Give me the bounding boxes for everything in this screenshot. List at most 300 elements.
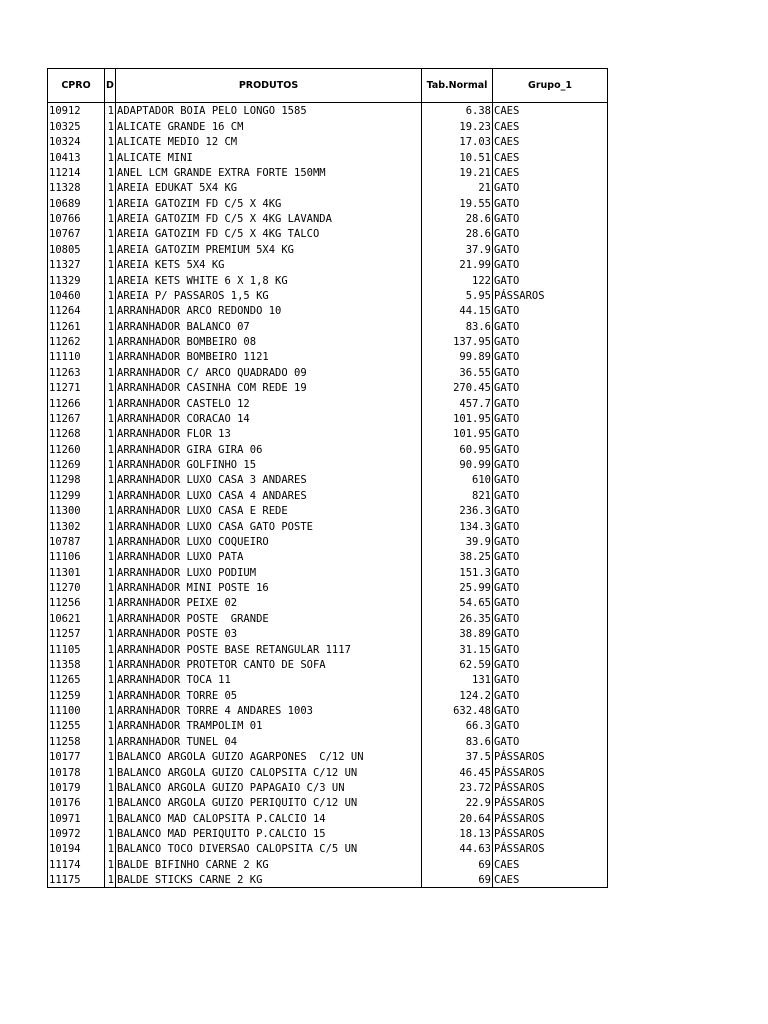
table-row — [48, 549, 608, 564]
cell-grupo: GATO — [493, 487, 608, 502]
cell-grupo: CAES — [493, 872, 608, 888]
cell-produto: AREIA GATOZIM FD C/5 X 4KG — [116, 195, 422, 210]
cell-d: 1 — [105, 272, 116, 287]
cell-produto: ARRANHADOR TUNEL 04 — [116, 733, 422, 748]
cell-cpro: 11268 — [48, 426, 105, 441]
cell-cpro: 11300 — [48, 503, 105, 518]
table-row — [48, 303, 608, 318]
product-price-table — [47, 68, 608, 888]
cell-tab-normal: 137.95 — [422, 334, 493, 349]
header-grupo: Grupo_1 — [493, 69, 608, 103]
table-row — [48, 165, 608, 180]
cell-cpro: 10787 — [48, 534, 105, 549]
table-row — [48, 149, 608, 164]
cell-tab-normal: 101.95 — [422, 426, 493, 441]
cell-produto: ARRANHADOR GOLFINHO 15 — [116, 457, 422, 472]
cell-cpro: 10460 — [48, 288, 105, 303]
cell-tab-normal: 122 — [422, 272, 493, 287]
cell-tab-normal: 39.9 — [422, 534, 493, 549]
cell-grupo: GATO — [493, 395, 608, 410]
cell-tab-normal: 28.6 — [422, 226, 493, 241]
cell-produto: ARRANHADOR LUXO CASA E REDE — [116, 503, 422, 518]
cell-cpro: 10689 — [48, 195, 105, 210]
header-produtos: PRODUTOS — [116, 69, 422, 103]
cell-d: 1 — [105, 672, 116, 687]
cell-produto: BALANCO ARGOLA GUIZO AGARPONES C/12 UN — [116, 749, 422, 764]
cell-cpro: 11175 — [48, 872, 105, 888]
cell-produto: BALANCO ARGOLA GUIZO PAPAGAIO C/3 UN — [116, 780, 422, 795]
cell-tab-normal: 21 — [422, 180, 493, 195]
table-row — [48, 364, 608, 379]
cell-produto: AREIA GATOZIM PREMIUM 5X4 KG — [116, 241, 422, 256]
table-row — [48, 257, 608, 272]
table-row — [48, 103, 608, 119]
table-row — [48, 764, 608, 779]
cell-tab-normal: 83.6 — [422, 733, 493, 748]
cell-grupo: GATO — [493, 257, 608, 272]
cell-produto: ARRANHADOR LUXO PATA — [116, 549, 422, 564]
cell-produto: ALICATE MINI — [116, 149, 422, 164]
cell-grupo: GATO — [493, 211, 608, 226]
cell-tab-normal: 19.23 — [422, 118, 493, 133]
cell-cpro: 10413 — [48, 149, 105, 164]
cell-cpro: 10767 — [48, 226, 105, 241]
cell-tab-normal: 19.21 — [422, 165, 493, 180]
table-row — [48, 180, 608, 195]
cell-d: 1 — [105, 595, 116, 610]
cell-d: 1 — [105, 457, 116, 472]
cell-produto: ARRANHADOR TRAMPOLIM 01 — [116, 718, 422, 733]
cell-grupo: GATO — [493, 411, 608, 426]
cell-grupo: PÁSSAROS — [493, 780, 608, 795]
cell-tab-normal: 66.3 — [422, 718, 493, 733]
cell-cpro: 11174 — [48, 856, 105, 871]
cell-tab-normal: 124.2 — [422, 687, 493, 702]
cell-cpro: 11299 — [48, 487, 105, 502]
table-row — [48, 349, 608, 364]
cell-d: 1 — [105, 195, 116, 210]
cell-tab-normal: 90.99 — [422, 457, 493, 472]
cell-tab-normal: 37.9 — [422, 241, 493, 256]
cell-d: 1 — [105, 149, 116, 164]
cell-grupo: GATO — [493, 195, 608, 210]
cell-produto: ANEL LCM GRANDE EXTRA FORTE 150MM — [116, 165, 422, 180]
cell-produto: ARRANHADOR ARCO REDONDO 10 — [116, 303, 422, 318]
cell-cpro: 11265 — [48, 672, 105, 687]
cell-d: 1 — [105, 687, 116, 702]
cell-d: 1 — [105, 472, 116, 487]
cell-cpro: 10178 — [48, 764, 105, 779]
table-row — [48, 841, 608, 856]
cell-d: 1 — [105, 810, 116, 825]
cell-produto: BALANCO TOCO DIVERSAO CALOPSITA C/5 UN — [116, 841, 422, 856]
cell-produto: ARRANHADOR MINI POSTE 16 — [116, 580, 422, 595]
cell-tab-normal: 83.6 — [422, 318, 493, 333]
cell-tab-normal: 6.38 — [422, 103, 493, 119]
cell-d: 1 — [105, 826, 116, 841]
cell-grupo: GATO — [493, 503, 608, 518]
header-cpro: CPRO — [48, 69, 105, 103]
cell-produto: BALDE STICKS CARNE 2 KG — [116, 872, 422, 888]
cell-grupo: GATO — [493, 180, 608, 195]
cell-d: 1 — [105, 657, 116, 672]
table-row — [48, 457, 608, 472]
cell-d: 1 — [105, 395, 116, 410]
table-row — [48, 564, 608, 579]
cell-grupo: PÁSSAROS — [493, 749, 608, 764]
cell-tab-normal: 38.89 — [422, 626, 493, 641]
cell-d: 1 — [105, 872, 116, 888]
table-body — [48, 103, 608, 888]
cell-d: 1 — [105, 703, 116, 718]
cell-cpro: 10177 — [48, 749, 105, 764]
cell-d: 1 — [105, 749, 116, 764]
cell-d: 1 — [105, 764, 116, 779]
cell-cpro: 11214 — [48, 165, 105, 180]
table-row — [48, 657, 608, 672]
cell-grupo: PÁSSAROS — [493, 288, 608, 303]
cell-tab-normal: 44.15 — [422, 303, 493, 318]
cell-cpro: 11271 — [48, 380, 105, 395]
cell-cpro: 11260 — [48, 441, 105, 456]
table-row — [48, 641, 608, 656]
cell-produto: BALANCO MAD CALOPSITA P.CALCIO 14 — [116, 810, 422, 825]
cell-produto: ARRANHADOR CASINHA COM REDE 19 — [116, 380, 422, 395]
cell-tab-normal: 151.3 — [422, 564, 493, 579]
cell-d: 1 — [105, 288, 116, 303]
cell-tab-normal: 18.13 — [422, 826, 493, 841]
cell-d: 1 — [105, 564, 116, 579]
cell-produto: AREIA KETS WHITE 6 X 1,8 KG — [116, 272, 422, 287]
cell-cpro: 11358 — [48, 657, 105, 672]
cell-cpro: 11266 — [48, 395, 105, 410]
cell-grupo: GATO — [493, 580, 608, 595]
cell-grupo: GATO — [493, 426, 608, 441]
cell-cpro: 10971 — [48, 810, 105, 825]
cell-tab-normal: 19.55 — [422, 195, 493, 210]
cell-cpro: 11327 — [48, 257, 105, 272]
cell-produto: AREIA EDUKAT 5X4 KG — [116, 180, 422, 195]
table-row — [48, 241, 608, 256]
cell-grupo: GATO — [493, 472, 608, 487]
cell-tab-normal: 62.59 — [422, 657, 493, 672]
cell-cpro: 11255 — [48, 718, 105, 733]
table-row — [48, 687, 608, 702]
cell-grupo: GATO — [493, 226, 608, 241]
cell-cpro: 11100 — [48, 703, 105, 718]
cell-cpro: 11105 — [48, 641, 105, 656]
cell-cpro: 11267 — [48, 411, 105, 426]
cell-tab-normal: 23.72 — [422, 780, 493, 795]
cell-d: 1 — [105, 534, 116, 549]
cell-tab-normal: 21.99 — [422, 257, 493, 272]
cell-grupo: GATO — [493, 441, 608, 456]
cell-produto: ARRANHADOR PEIXE 02 — [116, 595, 422, 610]
cell-produto: AREIA P/ PASSAROS 1,5 KG — [116, 288, 422, 303]
cell-produto: ARRANHADOR PROTETOR CANTO DE SOFA — [116, 657, 422, 672]
cell-grupo: GATO — [493, 549, 608, 564]
cell-produto: ARRANHADOR LUXO CASA 4 ANDARES — [116, 487, 422, 502]
cell-cpro: 11328 — [48, 180, 105, 195]
cell-tab-normal: 54.65 — [422, 595, 493, 610]
cell-d: 1 — [105, 364, 116, 379]
cell-grupo: GATO — [493, 534, 608, 549]
cell-d: 1 — [105, 226, 116, 241]
cell-tab-normal: 821 — [422, 487, 493, 502]
cell-tab-normal: 69 — [422, 856, 493, 871]
cell-produto: AREIA GATOZIM FD C/5 X 4KG TALCO — [116, 226, 422, 241]
cell-tab-normal: 101.95 — [422, 411, 493, 426]
cell-produto: ARRANHADOR POSTE GRANDE — [116, 610, 422, 625]
table-row — [48, 534, 608, 549]
cell-cpro: 11262 — [48, 334, 105, 349]
cell-grupo: CAES — [493, 856, 608, 871]
table-row — [48, 211, 608, 226]
table-row — [48, 226, 608, 241]
cell-d: 1 — [105, 118, 116, 133]
cell-cpro: 11256 — [48, 595, 105, 610]
table-row — [48, 487, 608, 502]
table-row — [48, 826, 608, 841]
cell-tab-normal: 60.95 — [422, 441, 493, 456]
cell-d: 1 — [105, 441, 116, 456]
cell-produto: BALDE BIFINHO CARNE 2 KG — [116, 856, 422, 871]
cell-d: 1 — [105, 349, 116, 364]
cell-produto: ARRANHADOR LUXO CASA GATO POSTE — [116, 518, 422, 533]
table-row — [48, 518, 608, 533]
cell-produto: ARRANHADOR BALANCO 07 — [116, 318, 422, 333]
cell-cpro: 10805 — [48, 241, 105, 256]
cell-d: 1 — [105, 841, 116, 856]
cell-tab-normal: 36.55 — [422, 364, 493, 379]
cell-grupo: PÁSSAROS — [493, 764, 608, 779]
cell-grupo: CAES — [493, 103, 608, 119]
cell-produto: AREIA KETS 5X4 KG — [116, 257, 422, 272]
cell-produto: ARRANHADOR CASTELO 12 — [116, 395, 422, 410]
cell-grupo: GATO — [493, 457, 608, 472]
cell-produto: ARRANHADOR POSTE BASE RETANGULAR 1117 — [116, 641, 422, 656]
cell-grupo: GATO — [493, 518, 608, 533]
cell-d: 1 — [105, 641, 116, 656]
cell-cpro: 10179 — [48, 780, 105, 795]
cell-grupo: GATO — [493, 595, 608, 610]
table-row — [48, 503, 608, 518]
cell-tab-normal: 10.51 — [422, 149, 493, 164]
cell-d: 1 — [105, 580, 116, 595]
cell-cpro: 10194 — [48, 841, 105, 856]
cell-produto: ARRANHADOR TORRE 4 ANDARES 1003 — [116, 703, 422, 718]
table-row — [48, 626, 608, 641]
cell-d: 1 — [105, 303, 116, 318]
cell-grupo: PÁSSAROS — [493, 841, 608, 856]
cell-tab-normal: 46.45 — [422, 764, 493, 779]
table-row — [48, 441, 608, 456]
cell-d: 1 — [105, 211, 116, 226]
cell-produto: BALANCO ARGOLA GUIZO PERIQUITO C/12 UN — [116, 795, 422, 810]
cell-produto: BALANCO ARGOLA GUIZO CALOPSITA C/12 UN — [116, 764, 422, 779]
cell-d: 1 — [105, 165, 116, 180]
table-row — [48, 272, 608, 287]
cell-grupo: GATO — [493, 733, 608, 748]
cell-produto: BALANCO MAD PERIQUITO P.CALCIO 15 — [116, 826, 422, 841]
cell-grupo: GATO — [493, 364, 608, 379]
cell-cpro: 10766 — [48, 211, 105, 226]
cell-grupo: CAES — [493, 118, 608, 133]
table-row — [48, 810, 608, 825]
cell-grupo: PÁSSAROS — [493, 795, 608, 810]
cell-grupo: CAES — [493, 165, 608, 180]
cell-grupo: PÁSSAROS — [493, 810, 608, 825]
cell-d: 1 — [105, 503, 116, 518]
cell-tab-normal: 26.35 — [422, 610, 493, 625]
cell-tab-normal: 236.3 — [422, 503, 493, 518]
cell-grupo: GATO — [493, 318, 608, 333]
table-row — [48, 580, 608, 595]
cell-d: 1 — [105, 856, 116, 871]
cell-grupo: GATO — [493, 718, 608, 733]
cell-tab-normal: 610 — [422, 472, 493, 487]
cell-d: 1 — [105, 103, 116, 119]
cell-grupo: PÁSSAROS — [493, 826, 608, 841]
cell-tab-normal: 37.5 — [422, 749, 493, 764]
cell-tab-normal: 69 — [422, 872, 493, 888]
cell-tab-normal: 270.45 — [422, 380, 493, 395]
cell-cpro: 11110 — [48, 349, 105, 364]
table-row — [48, 718, 608, 733]
table-row — [48, 318, 608, 333]
cell-grupo: GATO — [493, 672, 608, 687]
cell-cpro: 10972 — [48, 826, 105, 841]
cell-grupo: GATO — [493, 687, 608, 702]
cell-tab-normal: 632.48 — [422, 703, 493, 718]
cell-grupo: GATO — [493, 272, 608, 287]
cell-produto: ALICATE MEDIO 12 CM — [116, 134, 422, 149]
cell-cpro: 11298 — [48, 472, 105, 487]
cell-grupo: GATO — [493, 641, 608, 656]
cell-cpro: 11259 — [48, 687, 105, 702]
cell-grupo: GATO — [493, 241, 608, 256]
cell-d: 1 — [105, 518, 116, 533]
header-tab-normal: Tab.Normal — [422, 69, 493, 103]
cell-d: 1 — [105, 626, 116, 641]
cell-produto: AREIA GATOZIM FD C/5 X 4KG LAVANDA — [116, 211, 422, 226]
table-row — [48, 380, 608, 395]
cell-tab-normal: 134.3 — [422, 518, 493, 533]
cell-d: 1 — [105, 487, 116, 502]
cell-grupo: GATO — [493, 334, 608, 349]
table-row — [48, 672, 608, 687]
table-row — [48, 195, 608, 210]
cell-cpro: 10324 — [48, 134, 105, 149]
cell-produto: ARRANHADOR BOMBEIRO 1121 — [116, 349, 422, 364]
cell-produto: ARRANHADOR POSTE 03 — [116, 626, 422, 641]
cell-cpro: 11257 — [48, 626, 105, 641]
cell-produto: ARRANHADOR FLOR 13 — [116, 426, 422, 441]
table-row — [48, 118, 608, 133]
cell-cpro: 11261 — [48, 318, 105, 333]
cell-produto: ARRANHADOR C/ ARCO QUADRADO 09 — [116, 364, 422, 379]
cell-grupo: GATO — [493, 703, 608, 718]
cell-d: 1 — [105, 780, 116, 795]
table-row — [48, 426, 608, 441]
cell-grupo: GATO — [493, 657, 608, 672]
cell-cpro: 10912 — [48, 103, 105, 119]
table-row — [48, 411, 608, 426]
cell-d: 1 — [105, 134, 116, 149]
cell-grupo: CAES — [493, 134, 608, 149]
cell-cpro: 10621 — [48, 610, 105, 625]
table-row — [48, 610, 608, 625]
cell-cpro: 11263 — [48, 364, 105, 379]
cell-tab-normal: 25.99 — [422, 580, 493, 595]
cell-cpro: 11106 — [48, 549, 105, 564]
cell-d: 1 — [105, 733, 116, 748]
cell-grupo: GATO — [493, 303, 608, 318]
cell-cpro: 10176 — [48, 795, 105, 810]
table-row — [48, 703, 608, 718]
cell-tab-normal: 5.95 — [422, 288, 493, 303]
cell-tab-normal: 22.9 — [422, 795, 493, 810]
cell-grupo: GATO — [493, 349, 608, 364]
cell-cpro: 11269 — [48, 457, 105, 472]
cell-d: 1 — [105, 257, 116, 272]
table-row — [48, 395, 608, 410]
header-row — [48, 69, 608, 103]
cell-cpro: 11258 — [48, 733, 105, 748]
cell-tab-normal: 28.6 — [422, 211, 493, 226]
cell-tab-normal: 131 — [422, 672, 493, 687]
cell-produto: ARRANHADOR GIRA GIRA 06 — [116, 441, 422, 456]
table-row — [48, 134, 608, 149]
table-row — [48, 288, 608, 303]
cell-tab-normal: 17.03 — [422, 134, 493, 149]
cell-d: 1 — [105, 718, 116, 733]
cell-d: 1 — [105, 610, 116, 625]
table-row — [48, 595, 608, 610]
cell-d: 1 — [105, 241, 116, 256]
cell-cpro: 11329 — [48, 272, 105, 287]
cell-produto: ARRANHADOR CORACAO 14 — [116, 411, 422, 426]
cell-d: 1 — [105, 334, 116, 349]
cell-produto: ARRANHADOR LUXO CASA 3 ANDARES — [116, 472, 422, 487]
cell-cpro: 11301 — [48, 564, 105, 579]
header-d: D — [105, 69, 116, 103]
cell-d: 1 — [105, 426, 116, 441]
cell-produto: ARRANHADOR LUXO COQUEIRO — [116, 534, 422, 549]
cell-produto: ARRANHADOR TOCA 11 — [116, 672, 422, 687]
cell-produto: ARRANHADOR TORRE 05 — [116, 687, 422, 702]
cell-tab-normal: 38.25 — [422, 549, 493, 564]
cell-grupo: GATO — [493, 626, 608, 641]
cell-produto: ALICATE GRANDE 16 CM — [116, 118, 422, 133]
cell-tab-normal: 44.63 — [422, 841, 493, 856]
cell-grupo: GATO — [493, 564, 608, 579]
cell-d: 1 — [105, 180, 116, 195]
table-row — [48, 749, 608, 764]
table-row — [48, 733, 608, 748]
cell-cpro: 11270 — [48, 580, 105, 595]
cell-grupo: GATO — [493, 610, 608, 625]
cell-d: 1 — [105, 380, 116, 395]
cell-produto: ARRANHADOR LUXO PODIUM — [116, 564, 422, 579]
table-row — [48, 780, 608, 795]
cell-d: 1 — [105, 795, 116, 810]
cell-cpro: 11264 — [48, 303, 105, 318]
cell-tab-normal: 31.15 — [422, 641, 493, 656]
cell-tab-normal: 99.89 — [422, 349, 493, 364]
cell-grupo: CAES — [493, 149, 608, 164]
cell-d: 1 — [105, 318, 116, 333]
